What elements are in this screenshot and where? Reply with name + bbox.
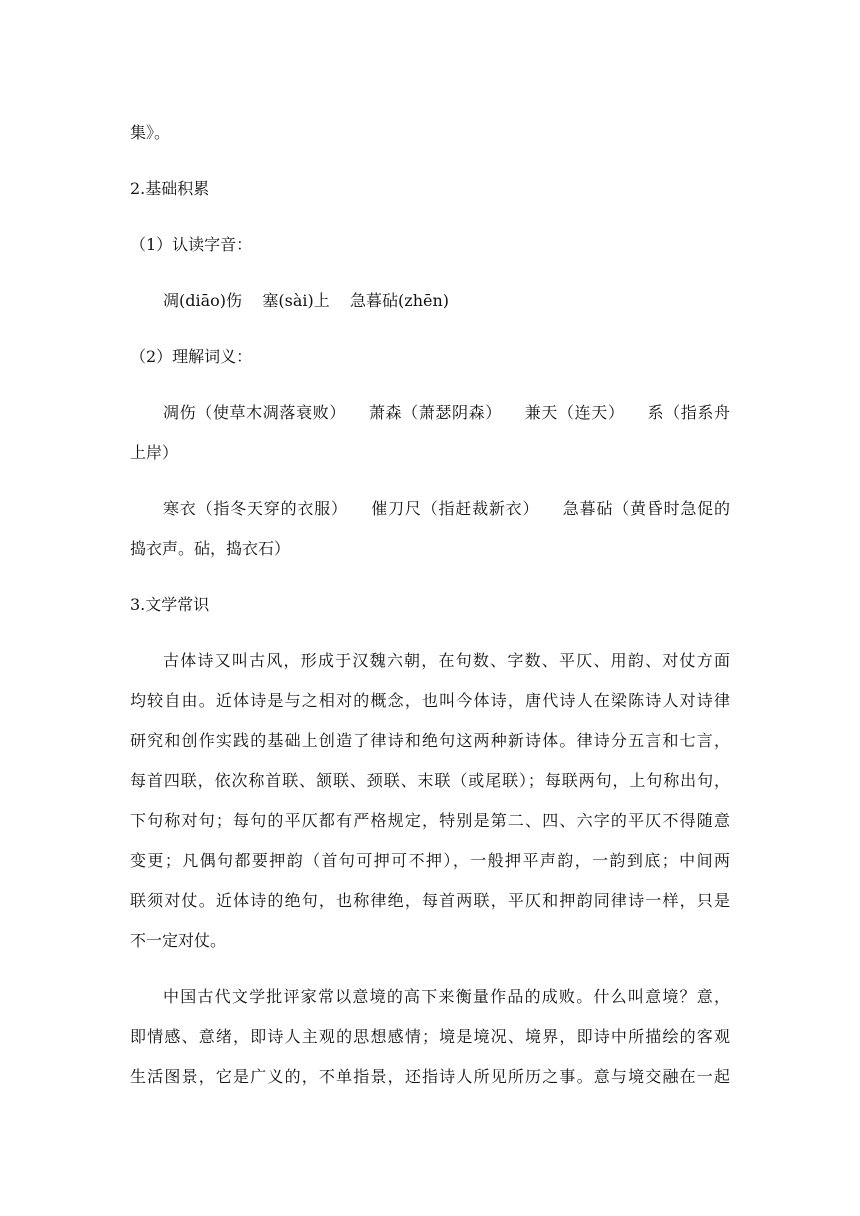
vocabulary-label: （2）理解词义：: [130, 347, 253, 366]
pronunciation-line: 凋(diāo)伤 塞(sài)上 急暮砧(zhēn): [163, 291, 450, 310]
paragraph-1-line: 联须对仗。近体诗的绝句，也称律绝，每首两联，平仄和押韵同律诗一样，只是: [130, 891, 730, 910]
vocabulary-line-1: 凋伤（使草木凋落衰败） 萧森（萧瑟阴森） 兼天（连天） 系（指系舟: [163, 403, 730, 422]
paragraph-1-line: 不一定对仗。: [130, 931, 227, 950]
paragraph-1-line: 研究和创作实践的基础上创造了律诗和绝句这两种新诗体。律诗分五言和七言，: [130, 731, 730, 750]
pronunciation-label: （1）认读字音：: [130, 235, 253, 254]
section-3-heading: 3.文学常识: [130, 595, 210, 614]
vocabulary-line-2: 上岸）: [130, 443, 179, 462]
vocabulary-line-4: 捣衣声。砧，捣衣石）: [130, 539, 291, 558]
paragraph-1-line: 每首四联，依次称首联、颔联、颈联、末联（或尾联）；每联两句，上句称出句，: [130, 771, 730, 790]
paragraph-1-line: 均较自由。近体诗是与之相对的概念，也叫今体诗，唐代诗人在梁陈诗人对诗律: [130, 691, 730, 710]
paragraph-1-line: 古体诗又叫古风，形成于汉魏六朝，在句数、字数、平仄、用韵、对仗方面: [163, 651, 730, 670]
paragraph-1-line: 变更；凡偶句都要押韵（首句可押可不押），一般押平声韵，一韵到底；中间两: [130, 851, 730, 870]
top-fragment: 集》。: [130, 123, 171, 142]
paragraph-1-line: 下句称对句；每句的平仄都有严格规定，特别是第二、四、六字的平仄不得随意: [130, 811, 730, 830]
paragraph-2-line: 生活图景，它是广义的，不单指景，还指诗人所见所历之事。意与境交融在一起: [130, 1067, 730, 1086]
paragraph-2-line: 即情感、意绪，即诗人主观的思想感情；境是境况、境界，即诗中所描绘的客观: [130, 1027, 730, 1046]
vocabulary-line-3: 寒衣（指冬天穿的衣服） 催刀尺（指赶裁新衣） 急暮砧（黄昏时急促的: [163, 499, 730, 518]
paragraph-2-line: 中国古代文学批评家常以意境的高下来衡量作品的成败。什么叫意境？意，: [163, 987, 730, 1006]
section-2-heading: 2.基础积累: [130, 179, 210, 198]
